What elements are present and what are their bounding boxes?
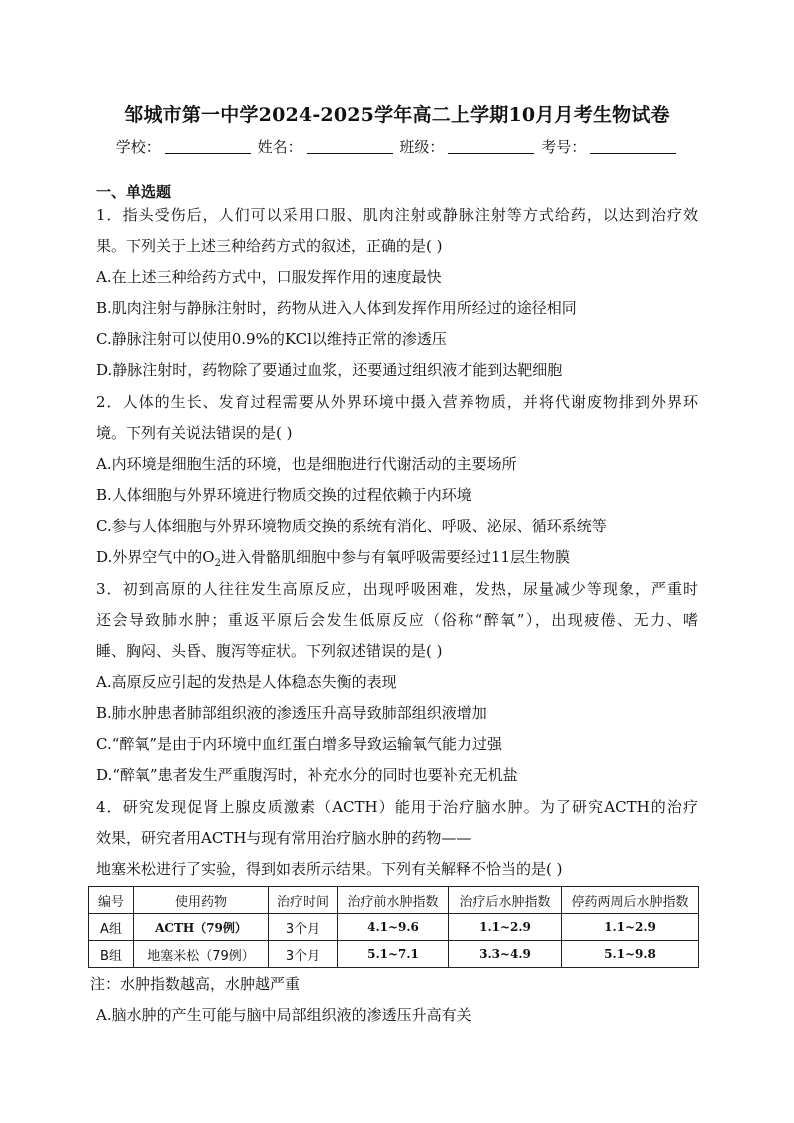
- table-cell: 1.1~2.9: [562, 914, 699, 941]
- class-label: 班级：: [399, 138, 445, 156]
- page-title: 邹城市第一中学2024-2025学年高二上学期10月月考生物试卷: [124, 104, 670, 126]
- table-cell: B组: [89, 941, 134, 968]
- q3-option-b: B.肺水肿患者肺部组织液的渗透压升高导致肺部组织液增加: [96, 704, 487, 722]
- q3-option-a: A.高原反应引起的发热是人体稳态失衡的表现: [96, 673, 397, 691]
- q2-option-b: B.人体细胞与外界环境进行物质交换的过程依赖于内环境: [96, 486, 472, 504]
- school-blank[interactable]: [165, 139, 251, 154]
- q4-stem-line2: 效果，研究者用ACTH与现有常用治疗脑水肿的药物——: [96, 829, 472, 847]
- name-blank[interactable]: [307, 139, 393, 154]
- table-header-cell: 治疗前水肿指数: [338, 887, 449, 914]
- section-heading: 一、单选题: [96, 183, 172, 201]
- table-header-cell: 编号: [89, 887, 134, 914]
- q1-option-b: B.肌肉注射与静脉注射时，药物从进入人体到发挥作用所经过的途径相同: [96, 299, 577, 317]
- q2-option-d-post: 进入骨骼肌细胞中参与有氧呼吸需要经过11层生物膜: [220, 548, 571, 566]
- q2-option-d-pre: D.外界空气中的O: [96, 548, 215, 566]
- number-label: 考号：: [541, 138, 587, 156]
- table-cell: 3个月: [269, 941, 338, 968]
- table-cell: A组: [89, 914, 134, 941]
- q2-option-a: A.内环境是细胞生活的环境，也是细胞进行代谢活动的主要场所: [96, 455, 517, 473]
- q1-option-d: D.静脉注射时，药物除了要通过血浆，还要通过组织液才能到达靶细胞: [96, 361, 563, 379]
- class-blank[interactable]: [448, 139, 534, 154]
- q4-stem-line3: 地塞米松进行了实验，得到如表所示结果。下列有关解释不恰当的是( ): [96, 860, 563, 878]
- table-note: 注：水肿指数越高，水肿越严重: [90, 975, 301, 993]
- table-header-cell: 治疗后水肿指数: [449, 887, 562, 914]
- table-cell: 地塞米松（79例）: [134, 941, 269, 968]
- q3-option-d: D.“醉氧”患者发生严重腹泻时，补充水分的同时也要补充无机盐: [96, 766, 518, 784]
- q2-stem-line2: 境。下列有关说法错误的是( ): [96, 424, 293, 442]
- table-cell: 4.1~9.6: [338, 914, 449, 941]
- q4-stem-line1: 4．研究发现促肾上腺皮质激素（ACTH）能用于治疗脑水肿。为了研究ACTH的治疗: [96, 798, 698, 816]
- table-cell: 5.1~9.8: [562, 941, 699, 968]
- table-row: [89, 941, 699, 968]
- student-info-row: [0, 136, 794, 157]
- table-header-cell: 停药两周后水肿指数: [562, 887, 699, 914]
- table-row: [89, 914, 699, 941]
- q1-stem-line2: 果。下列关于上述三种给药方式的叙述，正确的是( ): [96, 237, 443, 255]
- table-cell: ACTH（79例）: [134, 914, 269, 941]
- q2-option-c: C.参与人体细胞与外界环境物质交换的系统有消化、呼吸、泌尿、循环系统等: [96, 517, 607, 535]
- table-header-row: [89, 887, 699, 914]
- q4-option-a: A.脑水肿的产生可能与脑中局部组织液的渗透压升高有关: [96, 1006, 472, 1024]
- table-cell: 3.3~4.9: [449, 941, 562, 968]
- table-cell: 3个月: [269, 914, 338, 941]
- number-blank[interactable]: [590, 139, 676, 154]
- q2-stem-line1: 2．人体的生长、发育过程需要从外界环境中摄入营养物质，并将代谢废物排到外界环: [96, 393, 698, 411]
- q3-stem-line1: 3．初到高原的人往往发生高原反应，出现呼吸困难，发热，尿量减少等现象，严重时: [96, 580, 698, 598]
- q3-stem-line2: 还会导致肺水肿；重返平原后会发生低原反应（俗称“醉氧”），出现疲倦、无力、嗜: [96, 611, 698, 629]
- q2-option-d: [96, 547, 570, 574]
- name-label: 姓名：: [257, 138, 303, 156]
- q2-option-d-sub: 2: [214, 558, 221, 569]
- q3-option-c: C.“醉氧”是由于内环境中血红蛋白增多导致运输氧气能力过强: [96, 735, 503, 753]
- table-header-cell: 治疗时间: [269, 887, 338, 914]
- q1-option-c: C.静脉注射可以使用0.9%的KCl以维持正常的渗透压: [96, 330, 447, 348]
- q3-stem-line3: 睡、胸闷、头昏、腹泻等症状。下列叙述错误的是( ): [96, 642, 443, 660]
- table-cell: 1.1~2.9: [449, 914, 562, 941]
- table-header-cell: 使用药物: [134, 887, 269, 914]
- table-cell: 5.1~7.1: [338, 941, 449, 968]
- q1-stem-line1: 1．指头受伤后，人们可以采用口服、肌肉注射或静脉注射等方式给药，以达到治疗效: [96, 206, 698, 224]
- q1-option-a: A.在上述三种给药方式中，口服发挥作用的速度最快: [96, 268, 442, 286]
- results-table: [88, 886, 699, 968]
- school-label: 学校：: [115, 138, 161, 156]
